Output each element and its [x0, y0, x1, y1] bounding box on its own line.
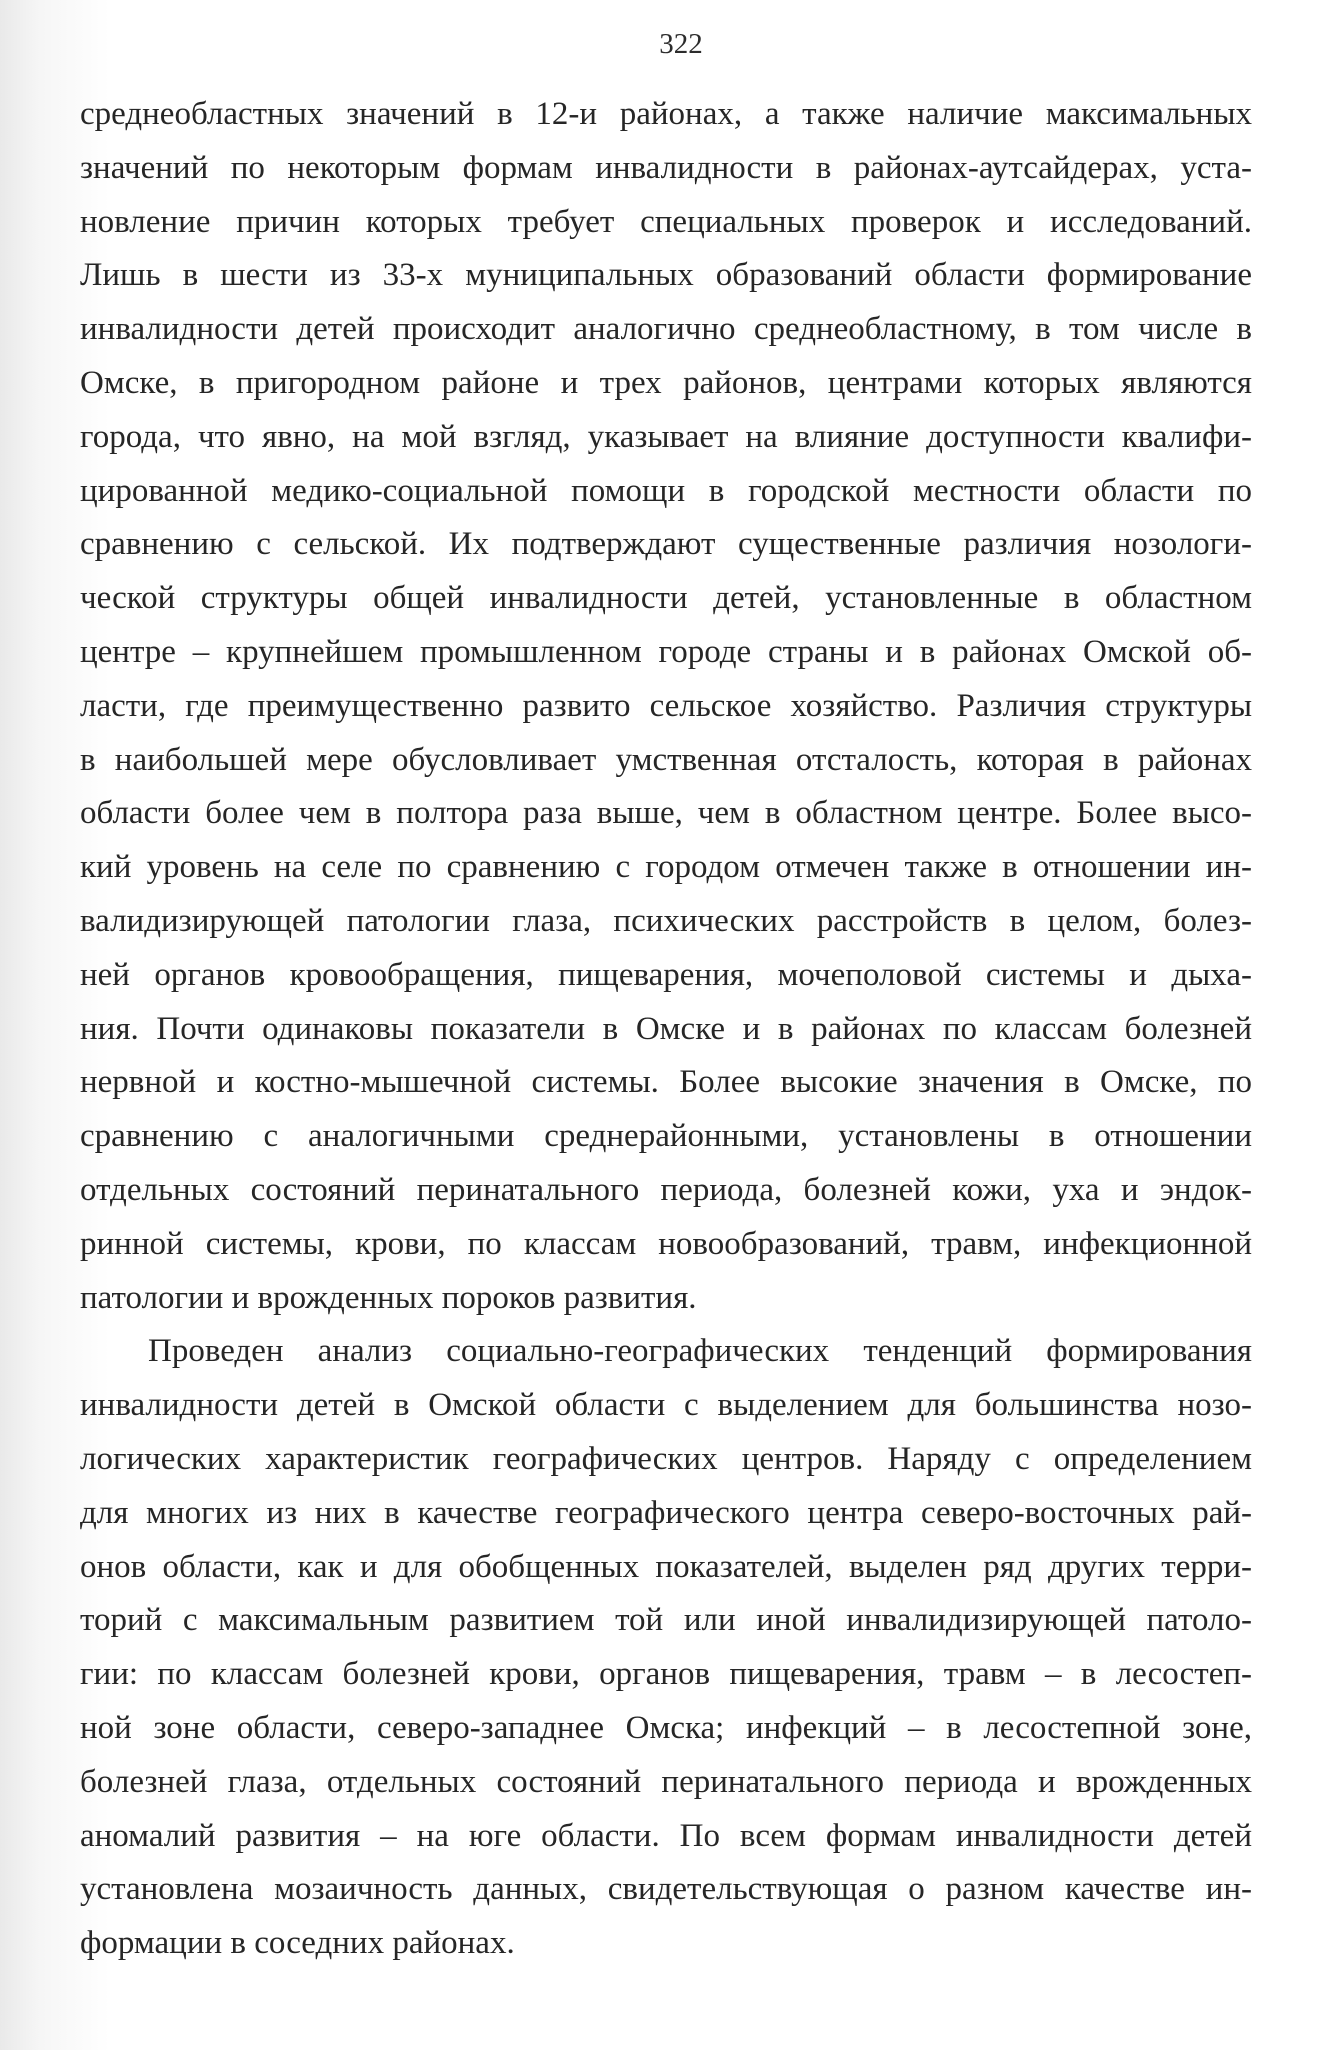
text-line: Лишь в шести из 33-х муниципальных образований области формирование — [80, 257, 1252, 294]
text-line: области более чем в полтора раза выше, чем в областном центре. Более высо- — [80, 795, 1252, 832]
text-line: города, что явно, на мой взгляд, указывает на влияние доступности квалифи- — [80, 418, 1252, 455]
text-line: ния. Почти одинаковы показатели в Омске и в районах по классам болезней — [80, 1010, 1252, 1047]
text-line: отдельных состояний перинатального периода, болезней кожи, уха и эндок- — [80, 1171, 1252, 1208]
text-line: центре – крупнейшем промышленном городе страны и в районах Омской об- — [80, 633, 1252, 670]
text-line: аномалий развития – на юге области. По всем формам инвалидности детей — [80, 1817, 1252, 1854]
text-line: патологии и врожденных пороков развития. — [80, 1279, 697, 1316]
text-line: логических характеристик географических центров. Наряду с определением — [80, 1440, 1252, 1477]
page-number: 322 — [659, 28, 703, 60]
text-line: Проведен анализ социально-географических тенденций формирования — [148, 1333, 1252, 1370]
body-text — [80, 88, 1252, 1971]
text-line: среднеобластных значений в 12-и районах, а также наличие максимальных — [80, 96, 1252, 132]
text-line: гии: по классам болезней крови, органов пищеварения, травм – в лесостеп- — [80, 1656, 1252, 1693]
text-line: ласти, где преимущественно развито сельское хозяйство. Различия структуры — [80, 687, 1252, 724]
text-line: онов области, как и для обобщенных показателей, выделен ряд других терри- — [80, 1548, 1252, 1585]
text-line: нервной и костно-мышечной системы. Более высокие значения в Омске, по — [80, 1064, 1252, 1101]
text-line: цированной медико-социальной помощи в городской местности области по — [80, 472, 1252, 509]
text-line: ней органов кровообращения, пищеварения, мочеполовой системы и дыха- — [80, 956, 1252, 993]
text-line: инвалидности детей происходит аналогично среднеобластному, в том числе в — [80, 311, 1252, 348]
text-line: установлена мозаичность данных, свидетельствующая о разном качестве ин- — [80, 1871, 1252, 1908]
text-line: ческой структуры общей инвалидности детей, установленные в областном — [80, 580, 1252, 617]
text-line: для многих из них в качестве географического центра северо-восточных рай- — [80, 1494, 1252, 1531]
text-line: кий уровень на селе по сравнению с городом отмечен также в отношении ин- — [80, 849, 1252, 886]
text-line: новление причин которых требует специальных проверок и исследований. — [80, 203, 1252, 240]
text-line: сравнению с сельской. Их подтверждают существенные различия нозологи- — [80, 526, 1252, 563]
text-line: инвалидности детей в Омской области с выделением для большинства нозо- — [80, 1387, 1252, 1424]
text-line: в наибольшей мере обусловливает умственная отсталость, которая в районах — [80, 741, 1252, 778]
text-line: Омске, в пригородном районе и трех районов, центрами которых являются — [80, 364, 1252, 401]
text-line: значений по некоторым формам инвалидности в районах-аутсайдерах, уста- — [80, 149, 1252, 186]
text-line: болезней глаза, отдельных состояний перинатального периода и врожденных — [80, 1763, 1252, 1800]
text-line: ринной системы, крови, по классам новообразований, травм, инфекционной — [80, 1225, 1252, 1262]
text-line: ной зоне области, северо-западнее Омска; инфекций – в лесостепной зоне, — [80, 1709, 1252, 1746]
text-line: формации в соседних районах. — [80, 1925, 515, 1962]
text-line: сравнению с аналогичными среднерайонными, установлены в отношении — [80, 1118, 1252, 1155]
text-line: валидизирующей патологии глаза, психических расстройств в целом, болез- — [80, 902, 1252, 939]
text-line: торий с максимальным развитием той или иной инвалидизирующей патоло- — [80, 1602, 1252, 1639]
